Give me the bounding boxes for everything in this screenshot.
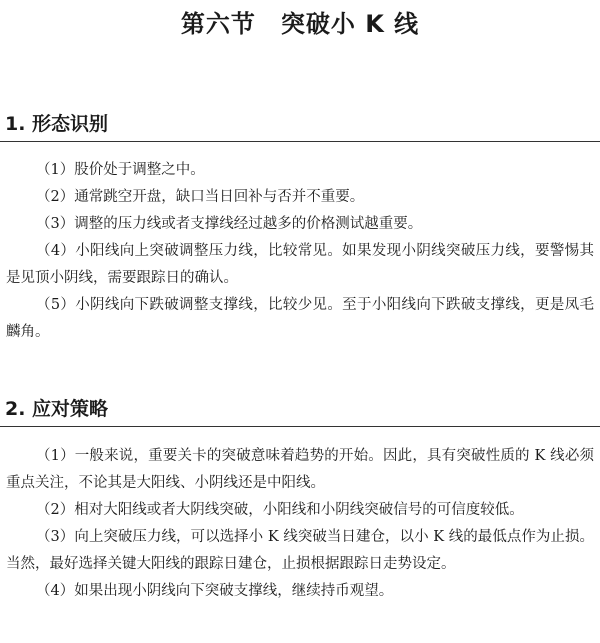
list-item: （3）向上突破压力线，可以选择小 K 线突破当日建仓，以小 K 线的最低点作为止损。当然，最好选择关键大阳线的跟踪日建仓，止损根据跟踪日走势设定。 bbox=[6, 529, 594, 572]
section-response-strategy bbox=[0, 397, 600, 605]
page-title: 第六节 突破小 K 线 bbox=[180, 10, 420, 38]
list-item: （1）股价处于调整之中。 bbox=[36, 162, 205, 178]
list-item: （2）通常跳空开盘，缺口当日回补与否并不重要。 bbox=[36, 189, 365, 205]
list-item: （3）调整的压力线或者支撑线经过越多的价格测试越重要。 bbox=[36, 216, 423, 232]
item-list bbox=[0, 157, 600, 346]
list-item: （4）如果出现小阴线向下突破支撑线，继续持币观望。 bbox=[36, 583, 394, 599]
section-divider bbox=[0, 141, 600, 142]
list-item: （4）小阳线向上突破调整压力线，比较常见。如果发现小阴线突破压力线，要警惕其是见顶小阴线，需要跟踪日的确认。 bbox=[6, 243, 594, 286]
section-heading: 1. 形态识别 bbox=[5, 113, 109, 135]
list-item: （2）相对大阳线或者大阴线突破，小阳线和小阴线突破信号的可信度较低。 bbox=[36, 502, 524, 518]
section-heading: 2. 应对策略 bbox=[5, 398, 109, 420]
section-shape-recognition bbox=[0, 112, 600, 346]
list-item: （5）小阴线向下跌破调整支撑线，比较少见。至于小阳线向下跌破支撑线，更是凤毛麟角。 bbox=[6, 297, 594, 340]
item-list bbox=[0, 443, 600, 605]
section-divider bbox=[0, 426, 600, 427]
list-item: （1）一般来说，重要关卡的突破意味着趋势的开始。因此，具有突破性质的 K 线必须重点关注，不论其是大阳线、小阴线还是中阳线。 bbox=[6, 448, 594, 491]
